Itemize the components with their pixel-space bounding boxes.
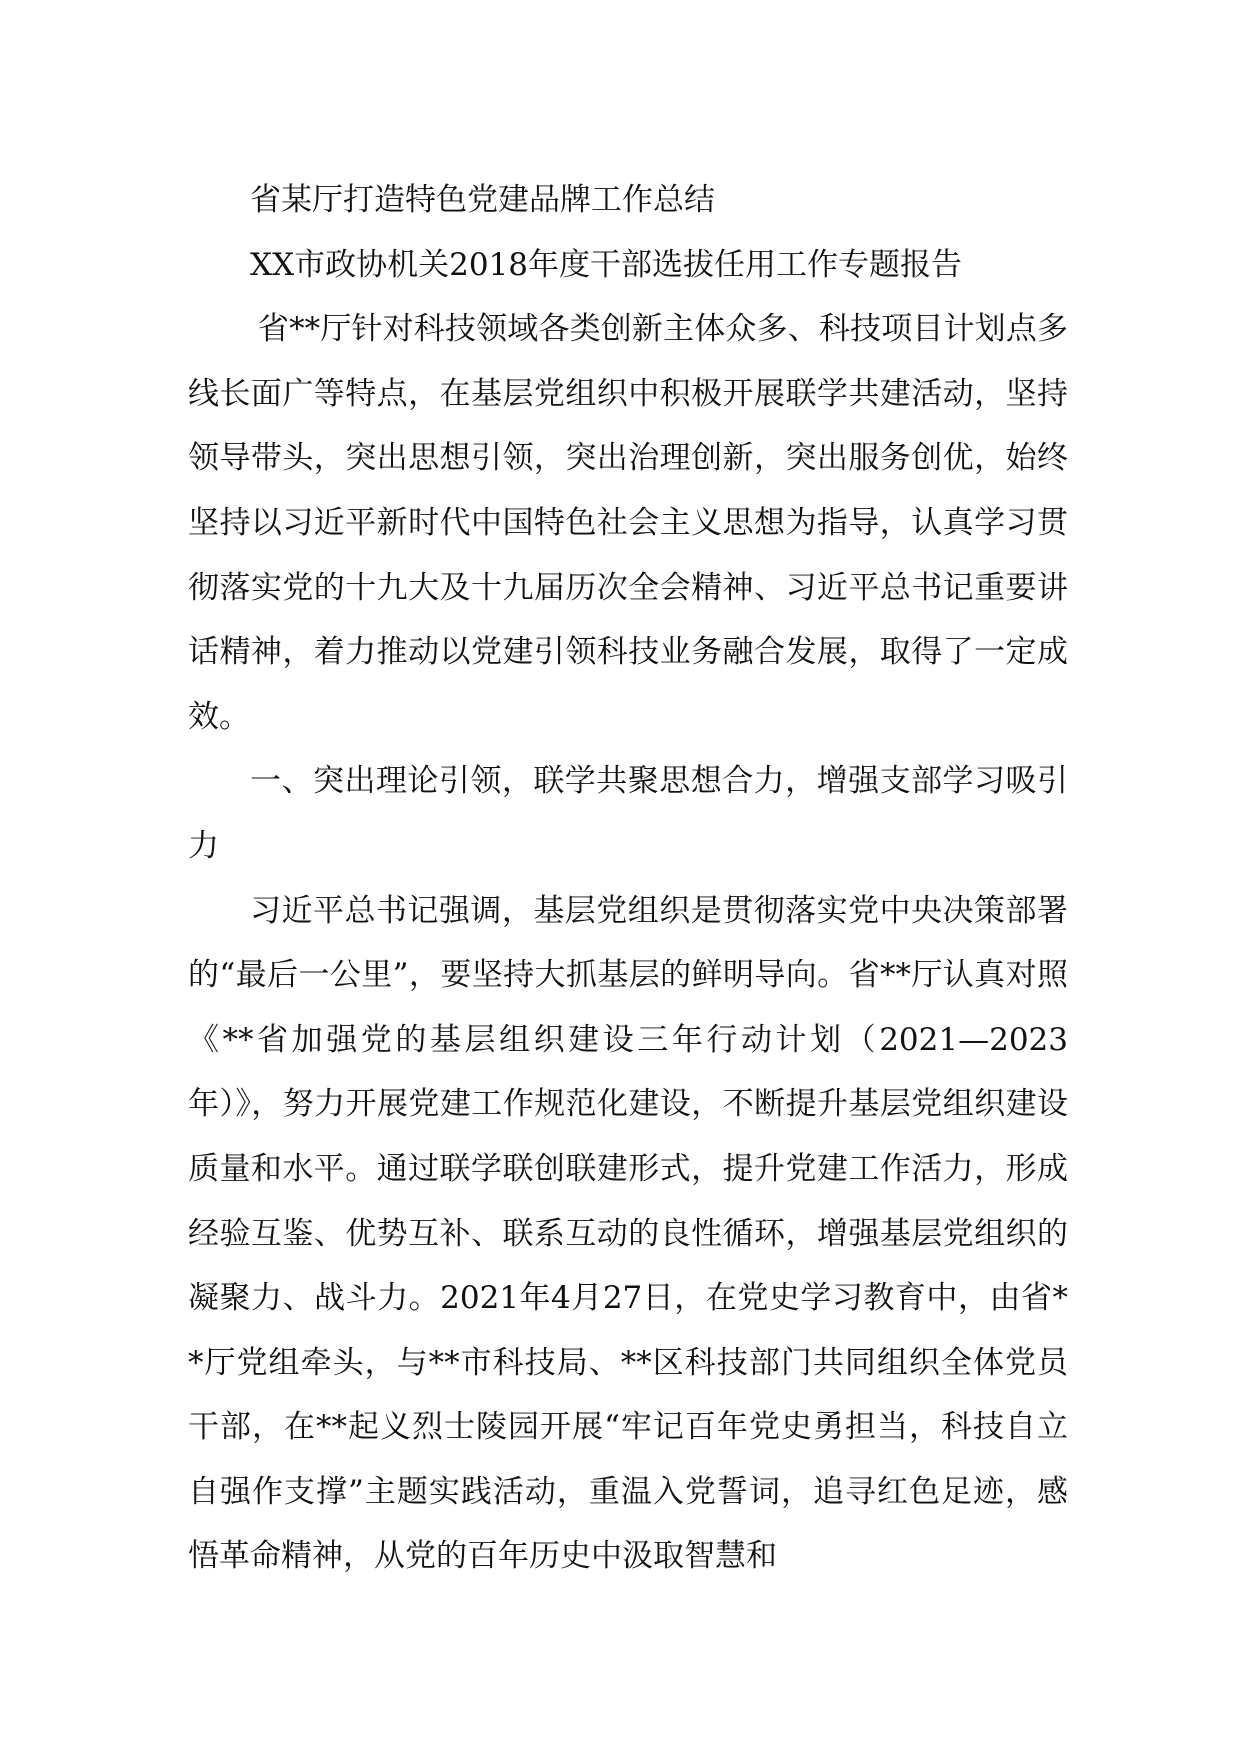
document-body [188,168,1068,1589]
document-subtitle: XX市政协机关2018年度干部选拔任用工作专题报告 [250,246,963,283]
section-heading-1: 一、突出理论引领，联学共聚思想合力，增强支部学习吸引力 [188,763,1068,864]
intro-paragraph: 省**厅针对科技领域各类创新主体众多、科技项目计划点多线长面广等特点，在基层党组织中积极开展联学共建活动，坚持领导带头，突出思想引领，突出治理创新，突出服务创优，始终坚持以习近平新时代中国特色社会主义思想为指导，认真学习贯彻落实党的十九大及十九届历次全会精神、习近平总书记重要讲话精神，着力推动以党建引领科技业务融合发展，取得了一定成效。 [188,311,1068,735]
document-title: 省某厅打造特色党建品牌工作总结 [250,182,715,218]
section-1-paragraph: 习近平总书记强调，基层党组织是贯彻落实党中央决策部署的“最后一公里”，要坚持大抓基层的鲜明导向。省**厅认真对照《**省加强党的基层组织建设三年行动计划（2021—2023年）》，努力开展党建工作规范化建设，不断提升基层党组织建设质量和水平。通过联学联创联建形式，提升党建工作活力，形成经验互鉴、优势互补、联系互动的良性循环，增强基层党组织的凝聚力、战斗力。2021年4月27日，在党史学习教育中，由省**厅党组牵头，与**市科技局、**区科技部门共同组织全体党员干部，在**起义烈士陵园开展“牢记百年党史勇担当，科技自立自强作支撑”主题实践活动，重温入党誓词，追寻红色足迹，感悟革命精神，从党的百年历史中汲取智慧和 [188,892,1068,1575]
